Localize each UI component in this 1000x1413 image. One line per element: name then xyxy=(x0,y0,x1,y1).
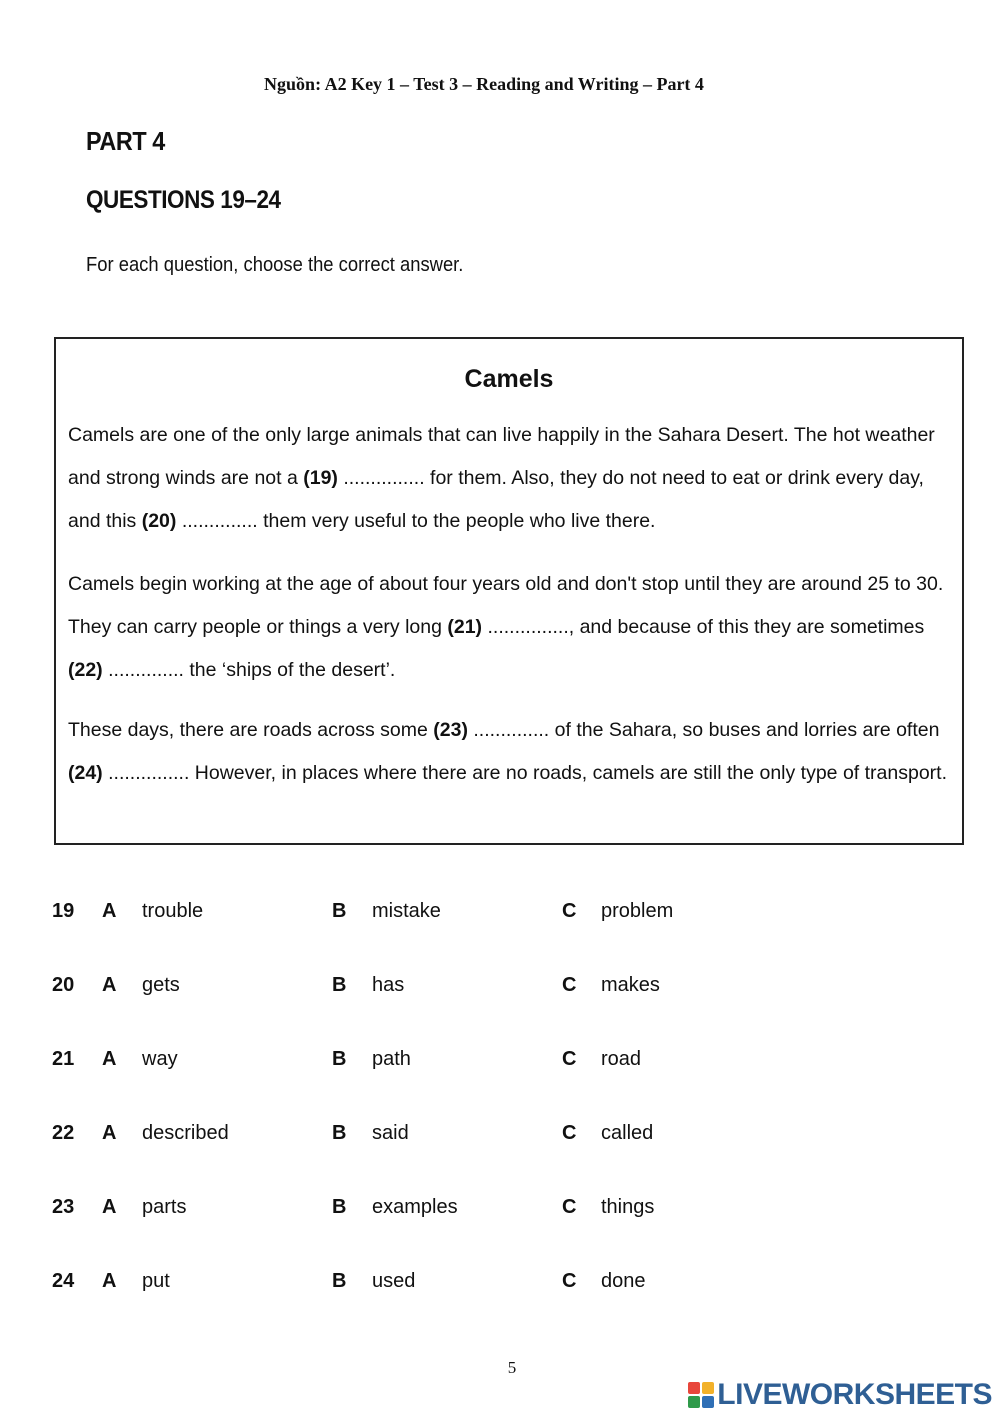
option-c[interactable]: done xyxy=(601,1270,646,1292)
question-number: 23 xyxy=(52,1196,75,1218)
question-number: 21 xyxy=(52,1048,75,1070)
option-a[interactable]: way xyxy=(142,1048,178,1070)
passage-title: Camels xyxy=(464,365,554,393)
passage-text: ............... for them. Also, they do not need to eat or drink every day, and this xyxy=(68,467,924,532)
liveworksheets-brand[interactable] xyxy=(688,1378,992,1412)
option-b[interactable]: used xyxy=(372,1270,416,1292)
option-c[interactable]: called xyxy=(601,1122,654,1144)
passage-text: Camels begin working at the age of about four years old and don't stop until they are around 25 to 30. They can carry people or things a very long xyxy=(68,573,944,638)
gap-number-19: (19) xyxy=(303,467,338,489)
passage-paragraph-1 xyxy=(68,414,958,543)
option-c-label: C xyxy=(562,1270,577,1292)
option-b[interactable]: examples xyxy=(372,1196,458,1218)
passage-text: .............. of the Sahara, so buses and lorries are often xyxy=(467,719,940,741)
passage-text: These days, there are roads across some xyxy=(68,719,434,741)
question-number: 24 xyxy=(52,1270,75,1292)
option-a-label: A xyxy=(102,1122,117,1144)
option-c[interactable]: makes xyxy=(601,974,660,996)
option-c-label: C xyxy=(562,1048,577,1070)
option-c[interactable]: things xyxy=(601,1196,655,1218)
question-row-23 xyxy=(0,1196,1000,1226)
question-number: 19 xyxy=(52,900,75,922)
option-b-label: B xyxy=(332,1196,347,1218)
page-number: 5 xyxy=(507,1358,517,1377)
option-a-label: A xyxy=(102,1196,117,1218)
option-b-label: B xyxy=(332,1122,347,1144)
gap-number-24: (24) xyxy=(68,762,103,784)
option-a-label: A xyxy=(102,1270,117,1292)
option-c[interactable]: problem xyxy=(601,900,674,922)
question-row-20 xyxy=(0,974,1000,1004)
brand-name: LIVEWORKSHEETS xyxy=(717,1378,992,1411)
option-c[interactable]: road xyxy=(601,1048,642,1070)
passage-text: Camels are one of the only large animals that can live happily in the Sahara Desert. The hot weather and strong winds are not a xyxy=(68,424,935,489)
passage-paragraph-2 xyxy=(68,563,958,692)
option-c-label: C xyxy=(562,1196,577,1218)
option-c-label: C xyxy=(562,974,577,996)
source-line: Nguồn: A2 Key 1 – Test 3 – Reading and Writing – Part 4 xyxy=(264,74,704,94)
gap-number-21: (21) xyxy=(447,616,483,638)
option-b[interactable]: path xyxy=(372,1048,411,1070)
passage-text: ............... However, in places where there are no roads, camels are still the only type of transport. xyxy=(102,762,947,784)
option-b-label: B xyxy=(332,900,347,922)
passage-paragraph-3 xyxy=(68,709,958,795)
option-a[interactable]: trouble xyxy=(142,900,204,922)
option-c-label: C xyxy=(562,1122,577,1144)
option-a[interactable]: gets xyxy=(142,974,180,996)
option-b[interactable]: said xyxy=(372,1122,409,1144)
option-a[interactable]: described xyxy=(142,1122,229,1144)
option-b-label: B xyxy=(332,1048,347,1070)
passage-text: .............. them very useful to the people who live there. xyxy=(176,510,656,532)
passage-text: .............. the ‘ships of the desert’. xyxy=(102,659,396,681)
liveworksheets-logo-icon xyxy=(688,1382,714,1408)
option-b-label: B xyxy=(332,974,347,996)
gap-number-22: (22) xyxy=(68,659,103,681)
question-row-22 xyxy=(0,1122,1000,1152)
option-b[interactable]: has xyxy=(372,974,405,996)
option-c-label: C xyxy=(562,900,577,922)
option-a-label: A xyxy=(102,900,117,922)
question-row-21 xyxy=(0,1048,1000,1078)
passage-box xyxy=(54,337,964,845)
question-number: 22 xyxy=(52,1122,75,1144)
option-a-label: A xyxy=(102,974,117,996)
option-b[interactable]: mistake xyxy=(372,900,441,922)
option-a[interactable]: parts xyxy=(142,1196,187,1218)
question-row-24 xyxy=(0,1270,1000,1300)
question-row-19 xyxy=(0,900,1000,930)
option-b-label: B xyxy=(332,1270,347,1292)
passage-text: ..............., and because of this they are sometimes xyxy=(482,616,925,638)
option-a[interactable]: put xyxy=(142,1270,170,1292)
instruction-text: For each question, choose the correct answer. xyxy=(86,254,464,276)
option-a-label: A xyxy=(102,1048,117,1070)
gap-number-23: (23) xyxy=(433,719,468,741)
question-number: 20 xyxy=(52,974,75,996)
gap-number-20: (20) xyxy=(141,510,177,532)
questions-heading: QUESTIONS 19–24 xyxy=(86,186,281,214)
part-heading: PART 4 xyxy=(86,126,165,156)
